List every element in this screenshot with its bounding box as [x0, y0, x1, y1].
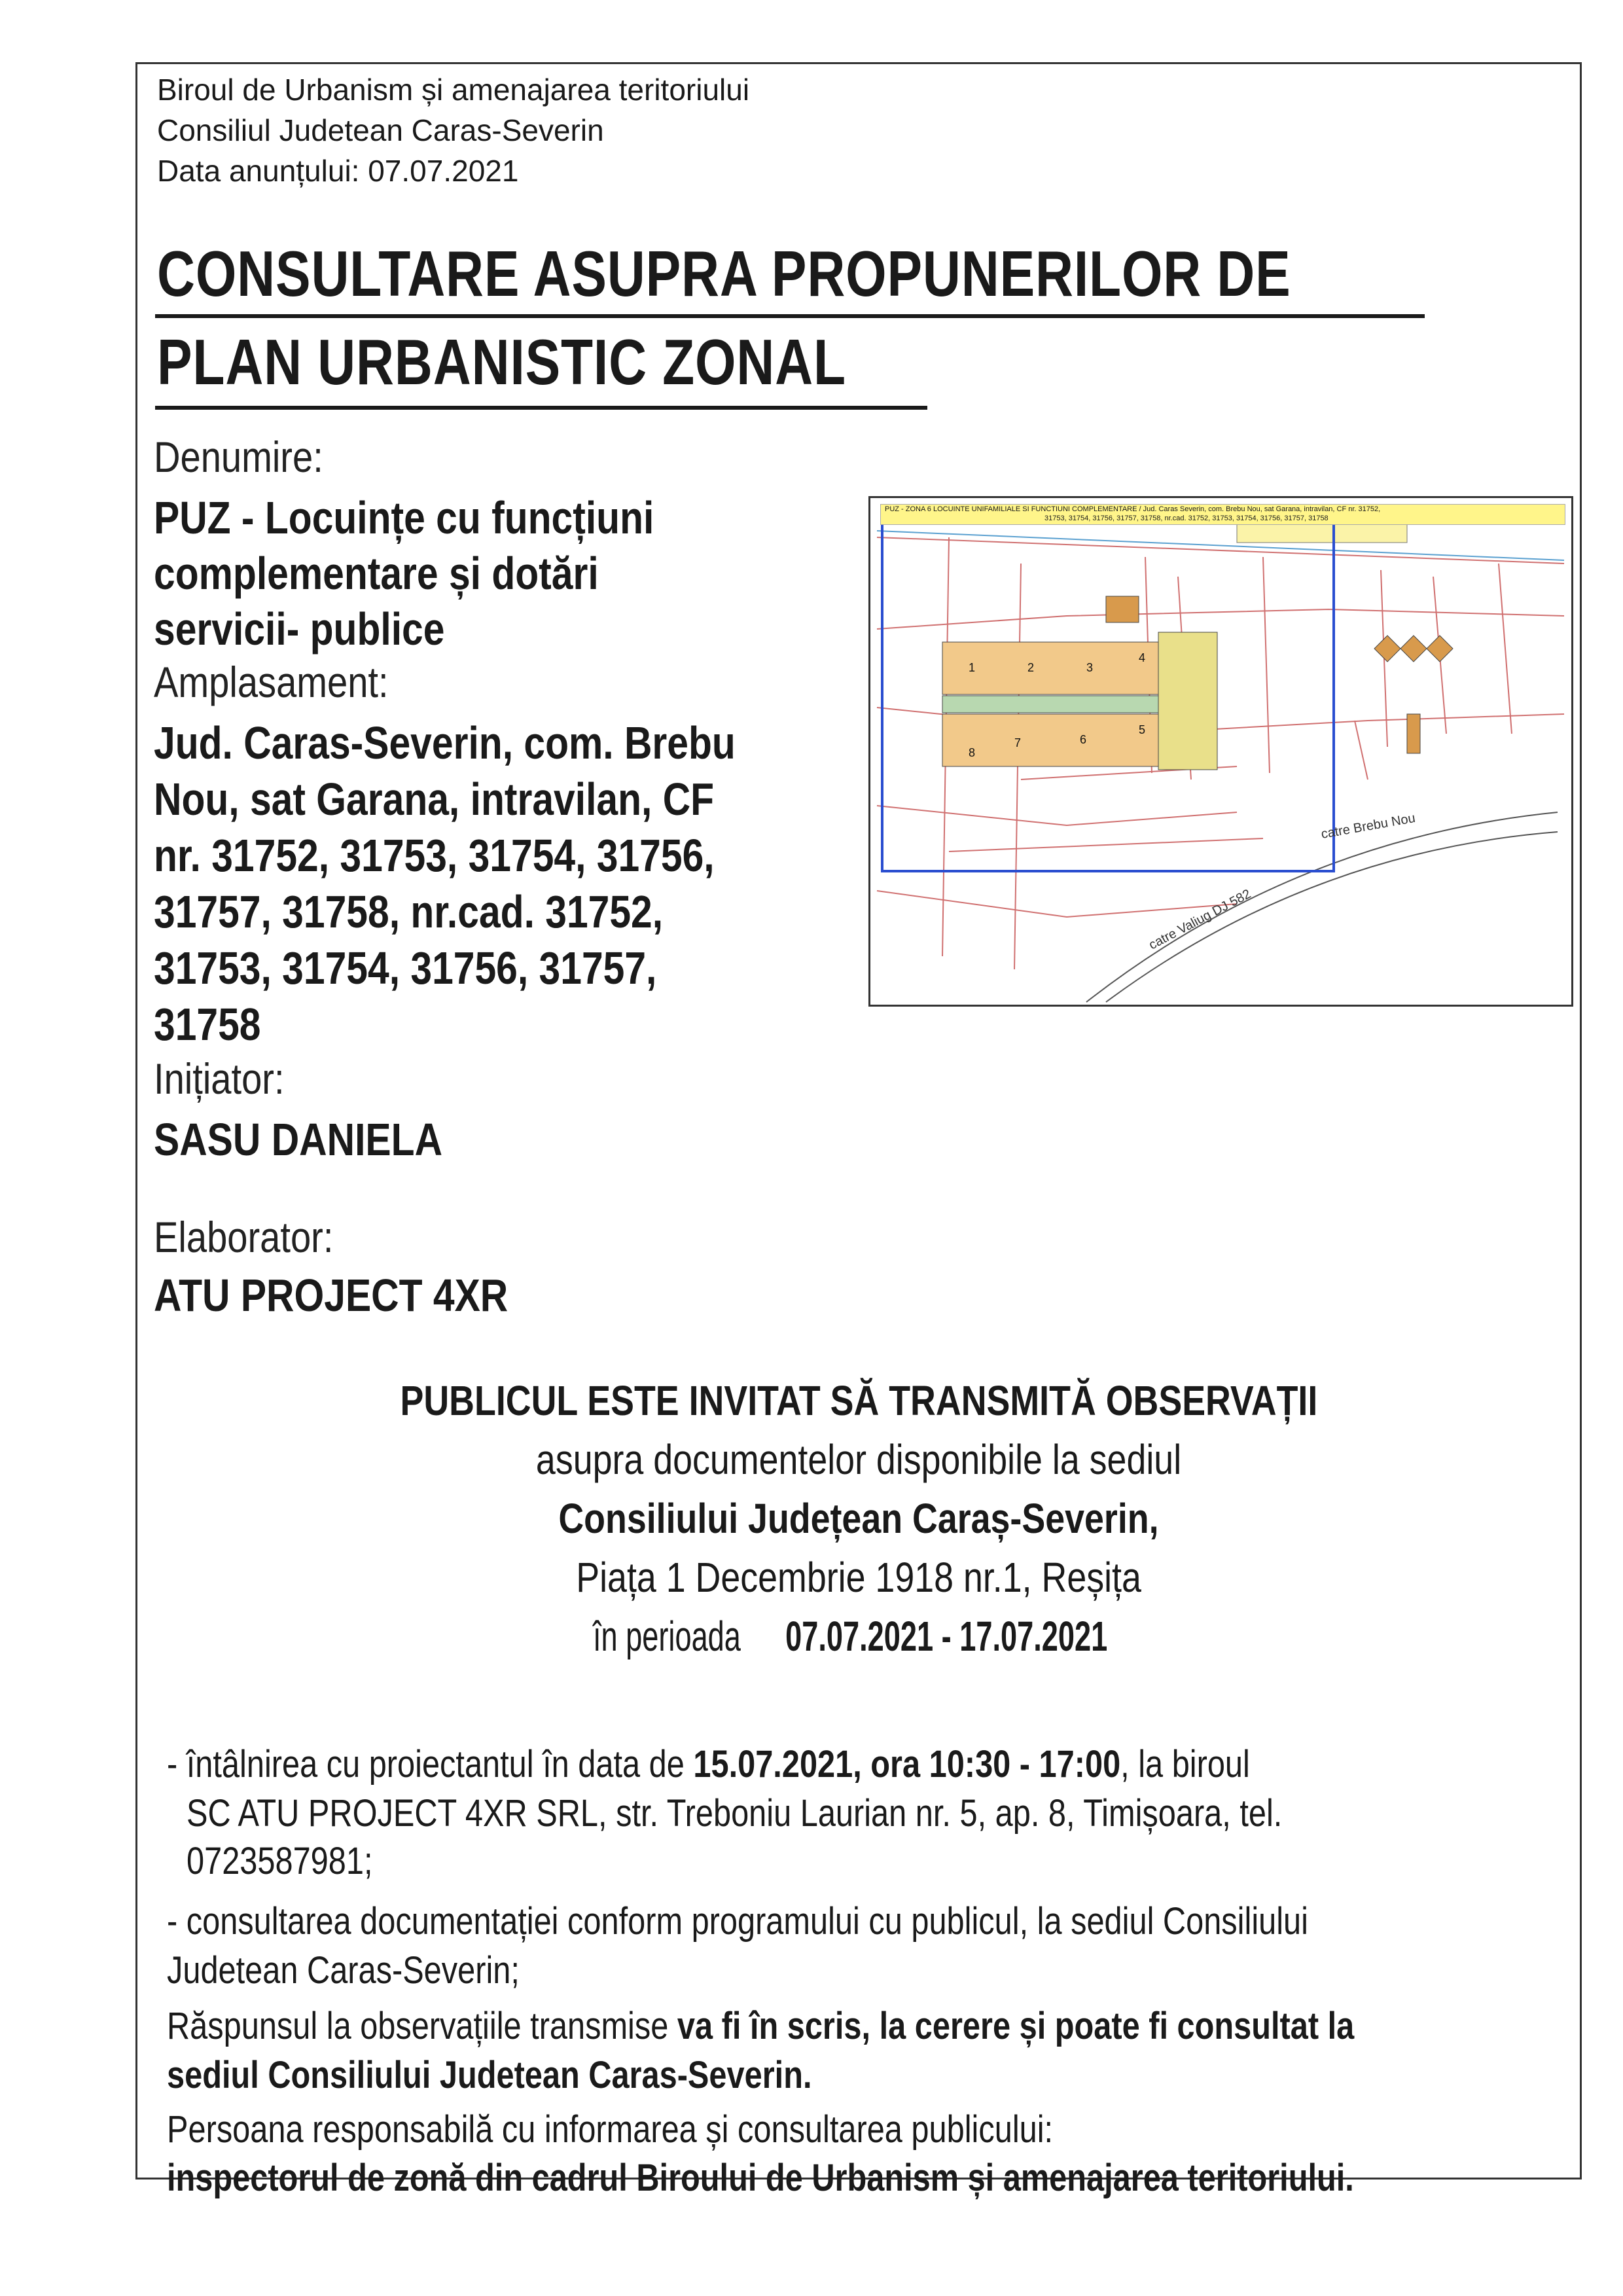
answer-line1	[167, 2003, 1354, 2050]
invitation-heading-text: PUBLICUL ESTE INVITAT SĂ TRANSMITĂ OBSERVAȚII	[400, 1377, 1317, 1424]
lot-label-5: 5	[1139, 723, 1146, 736]
invitation-line3-text: Consiliului Județean Caraș-Severin,	[558, 1495, 1159, 1542]
elaborator-label: Elaborator:	[154, 1213, 334, 1261]
answer-line2: sediul Consiliului Judetean Caras-Severin.	[167, 2054, 812, 2096]
issuer-line: Biroul de Urbanism și amenajarea teritoriului	[157, 73, 750, 107]
building-existing-2	[1407, 714, 1420, 753]
responsible-line1: Persoana responsabilă cu informarea și consultarea publicului:	[167, 2108, 1054, 2151]
meeting-prefix: - întâlnirea cu proiectantul în data de	[167, 1743, 694, 1785]
road-label-valiug: catre Valiug DJ 582	[1147, 886, 1254, 953]
page-title-line2: PLAN URBANISTIC ZONAL	[157, 326, 846, 398]
invitation-address-text: Piața 1 Decembrie 1918 nr.1, Reșița	[576, 1554, 1141, 1601]
invitation-period	[135, 1610, 1582, 1662]
initiator-value: SASU DANIELA	[154, 1114, 443, 1165]
council-line: Consiliul Judetean Caras-Severin	[157, 113, 604, 147]
denumire-label: Denumire:	[154, 433, 323, 481]
period-dates: 07.07.2021 - 17.07.2021	[785, 1613, 1108, 1660]
map-caption-line1: PUZ - ZONA 6 LOCUINTE UNIFAMILIALE SI FUNCTIUNI COMPLEMENTARE / Jud. Caras Severin, com. Brebu Nou, sat Garana, intravilan, CF nr. 31752,	[885, 505, 1381, 513]
meeting-line3: 0723587981;	[187, 1840, 373, 1882]
site-plan-map	[868, 496, 1573, 1007]
consult-line1: - consultarea documentației conform programului cu publicul, la sediul Consiliului	[167, 1900, 1308, 1943]
lot-label-7: 7	[1014, 736, 1022, 749]
amplasament-value-3: nr. 31752, 31753, 31754, 31756,	[154, 830, 715, 881]
amplasament-value-2: Nou, sat Garana, intravilan, CF	[154, 774, 715, 825]
answer-bold1: va fi în scris, la cerere și poate fi consultat la	[677, 2005, 1355, 2047]
map-caption-line2: 31753, 31754, 31756, 31757, 31758, nr.cad. 31752, 31753, 31754, 31756, 31757, 31758	[1044, 514, 1329, 522]
responsible-line2: inspectorul de zonă din cadrul Biroului de Urbanism și amenajarea teritoriului.	[167, 2157, 1354, 2199]
invitation-line3	[135, 1492, 1582, 1545]
building-diamond-2	[1400, 636, 1427, 662]
title-underline-1	[155, 314, 1425, 318]
answer-prefix: Răspunsul la observațiile transmise	[167, 2005, 677, 2047]
meeting-suffix: , la biroul	[1120, 1743, 1250, 1785]
meeting-datetime: 15.07.2021, ora 10:30 - 17:00	[693, 1743, 1121, 1785]
announcement-date: Data anunțului: 07.07.2021	[157, 154, 519, 188]
amplasament-value-6: 31758	[154, 999, 261, 1050]
elaborator-value: ATU PROJECT 4XR	[154, 1270, 508, 1321]
denumire-value-3: servicii- publice	[154, 603, 445, 655]
denumire-value-1: PUZ - Locuințe cu funcțiuni	[154, 492, 654, 543]
amplasament-value-5: 31753, 31754, 31756, 31757,	[154, 942, 657, 994]
lot-label-2: 2	[1027, 661, 1035, 674]
invitation-line2	[135, 1433, 1582, 1486]
road-label-brebu: catre Brebu Nou	[1320, 810, 1417, 842]
denumire-value-2: complementare și dotări	[154, 548, 599, 599]
period-prefix: în perioada	[593, 1613, 741, 1660]
consult-line2: Judetean Caras-Severin;	[167, 1949, 520, 1992]
meeting-line1	[167, 1741, 1250, 1788]
lot-label-4: 4	[1139, 651, 1146, 664]
lot-label-1: 1	[969, 661, 976, 674]
building-existing	[1106, 596, 1139, 622]
amplasament-label: Amplasament:	[154, 658, 389, 706]
amplasament-value-4: 31757, 31758, nr.cad. 31752,	[154, 886, 664, 937]
invitation-line2-text: asupra documentelor disponibile la sediul	[535, 1436, 1182, 1483]
building-diamond-1	[1374, 636, 1400, 662]
title-underline-2	[155, 406, 927, 410]
page-title-line1: CONSULTARE ASUPRA PROPUNERILOR DE	[157, 238, 1291, 310]
map-caption	[880, 504, 1565, 525]
lot-label-3: 3	[1086, 661, 1094, 674]
lot-label-8: 8	[969, 746, 976, 759]
meeting-line2: SC ATU PROJECT 4XR SRL, str. Treboniu Laurian nr. 5, ap. 8, Timișoara, tel.	[187, 1792, 1283, 1835]
invitation-heading	[135, 1374, 1582, 1427]
side-lot	[1158, 632, 1217, 770]
invitation-address	[135, 1551, 1582, 1604]
amplasament-value-1: Jud. Caras-Severin, com. Brebu	[154, 717, 736, 768]
lot-label-6: 6	[1080, 733, 1087, 746]
initiator-label: Inițiator:	[154, 1054, 285, 1103]
site-plan-drawing	[870, 498, 1571, 1005]
building-diamond-3	[1427, 636, 1453, 662]
